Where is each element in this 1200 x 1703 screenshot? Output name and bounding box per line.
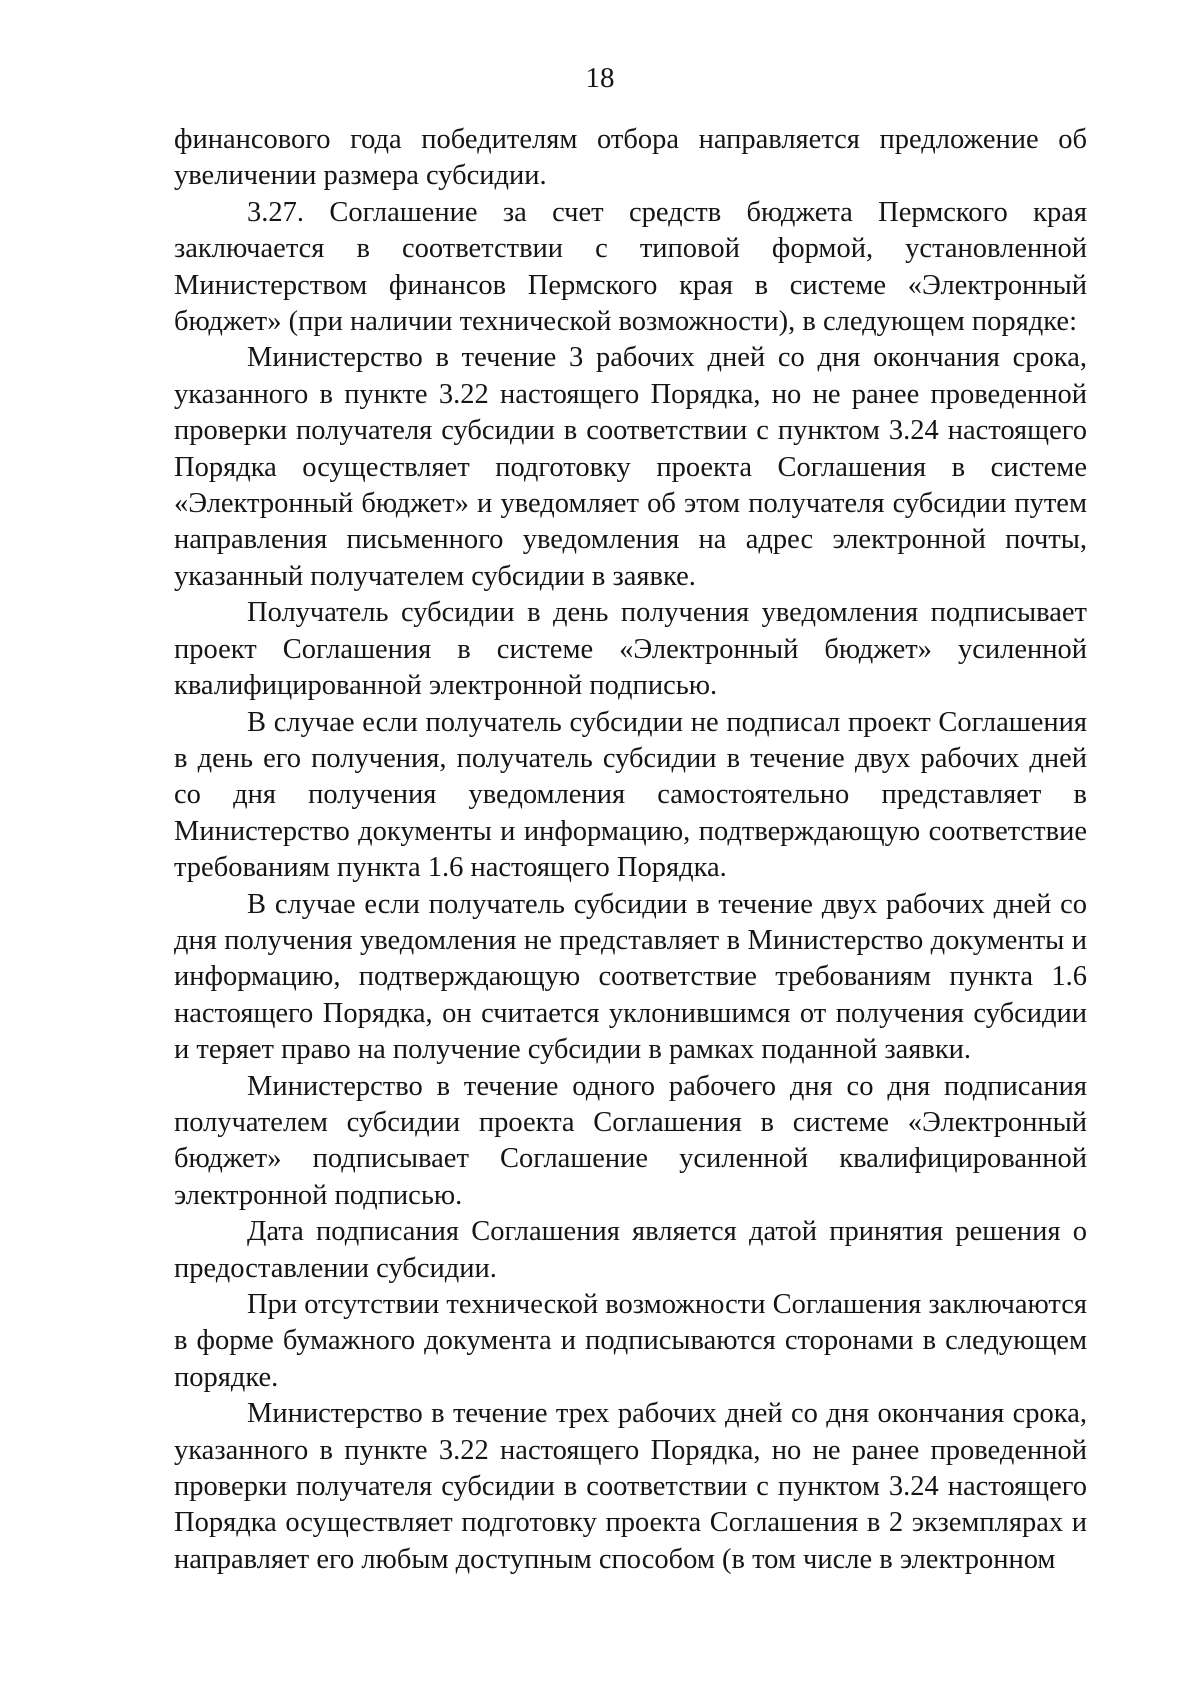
- page-number: 18: [585, 62, 615, 94]
- paragraph-not-signed-case: В случае если получатель субсидии не подписал проект Соглашения в день его получения, получатель субсидии в течение двух рабочих дней со дня получения уведомления самостоятельно представляет в Министерство документы и информацию, подтверждающую соответствие требованиям пункта 1.6 настоящего Порядка.: [174, 706, 1087, 884]
- paragraph-paper-preparation: Министерство в течение трех рабочих дней со дня окончания срока, указанного в пункте 3.22 настоящего Порядка, но не ранее проведенной проверки получателя субсидии в соответствии с пунктом 3.24 настоящего Порядка осуществляет подготовку проекта Соглашения в 2 экземплярах и направляет его любым доступным способом (в том числе в электронном: [174, 1398, 1087, 1575]
- paragraph-evasion-case: В случае если получатель субсидии в течение двух рабочих дней со дня получения уведомления не представляет в Министерство документы и информацию, подтверждающую соответствие требованиям пункта 1.6 настоящего Порядка, он считается уклонившимся от получения субсидии и теряет право на получение субсидии в рамках поданной заявки.: [174, 888, 1087, 1066]
- paragraph-recipient-signature: Получатель субсидии в день получения уведомления подписывает проект Соглашения в системе «Электронный бюджет» усиленной квалифицированной электронной подписью.: [174, 597, 1087, 702]
- paragraph-paper-form: При отсутствии технической возможности Соглашения заключаются в форме бумажного документа и подписываются сторонами в следующем порядке.: [174, 1289, 1087, 1393]
- paragraph-ministry-preparation: Министерство в течение 3 рабочих дней со дня окончания срока, указанного в пункте 3.22 настоящего Порядка, но не ранее проведенной проверки получателя субсидии в соответствии с пунктом 3.24 настоящего Порядка осуществляет подготовку проекта Соглашения в системе «Электронный бюджет» и уведомляет об этом получателя субсидии путем направления письменного уведомления на адрес электронной почты, указанный получателем субсидии в заявке.: [174, 342, 1087, 592]
- paragraph-signing-date: Дата подписания Соглашения является датой принятия решения о предоставлении субсидии.: [174, 1216, 1087, 1284]
- document-body: [174, 122, 1087, 1578]
- paragraph-ministry-signature: Министерство в течение одного рабочего дня со дня подписания получателем субсидии проекта Соглашения в системе «Электронный бюджет» подписывает Соглашение усиленной квалифицированной электронной подписью.: [174, 1070, 1087, 1211]
- paragraph-continuation: финансового года победителям отбора направляется предложение об увеличении размера субсидии.: [174, 124, 1087, 192]
- paragraph-3-27: 3.27. Соглашение за счет средств бюджета Пермского края заключается в соответствии с типовой формой, установленной Министерством финансов Пермского края в системе «Электронный бюджет» (при наличии технической возможности), в следующем порядке:: [174, 196, 1087, 338]
